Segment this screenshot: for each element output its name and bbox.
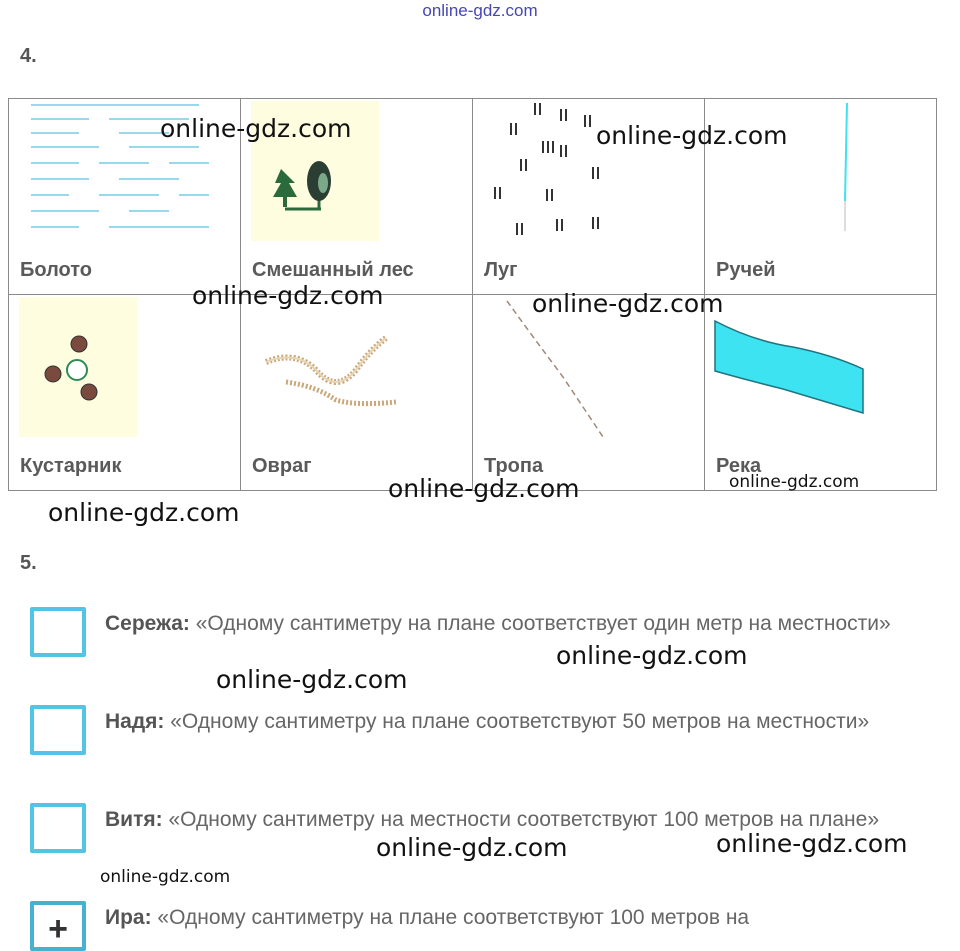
watermark: online-gdz.com xyxy=(556,641,748,670)
caption-stream: Ручей xyxy=(716,259,776,281)
shrub-icon xyxy=(39,330,109,410)
answer-checkbox[interactable] xyxy=(30,607,86,657)
task-4-number: 4. xyxy=(20,45,37,67)
watermark: online-gdz.com xyxy=(48,498,240,527)
task-5-number: 5. xyxy=(20,552,37,574)
path-icon xyxy=(503,297,623,442)
answer-statement xyxy=(105,897,948,938)
river-icon xyxy=(713,315,865,420)
watermark: online-gdz.com xyxy=(532,289,724,318)
stream-icon xyxy=(835,101,855,241)
speaker-name: Витя: xyxy=(105,808,163,831)
watermark: online-gdz.com xyxy=(192,281,384,310)
watermark: online-gdz.com xyxy=(160,114,352,143)
checkbox-mark: + xyxy=(48,910,68,948)
watermark: online-gdz.com xyxy=(716,829,908,858)
map-signs-table xyxy=(8,98,937,491)
mixed-forest-icon xyxy=(271,149,351,219)
watermark: online-gdz.com xyxy=(216,665,408,694)
answer-statement xyxy=(105,603,948,644)
speaker-name: Надя: xyxy=(105,710,165,733)
cell-river xyxy=(705,295,937,491)
watermark: online-gdz.com xyxy=(729,472,860,492)
cell-shrub xyxy=(9,295,241,491)
speaker-name: Сережа: xyxy=(105,612,190,635)
answer-checkbox[interactable] xyxy=(30,901,86,951)
top-watermark: online-gdz.com xyxy=(422,1,538,20)
speaker-name: Ира: xyxy=(105,906,152,929)
caption-path: Тропа xyxy=(484,455,544,477)
answer-checkbox[interactable] xyxy=(30,803,86,853)
cell-ravine xyxy=(241,295,473,491)
caption-shrub: Кустарник xyxy=(20,455,122,477)
speaker-quote: «Одному сантиметру на местности соответствуют 100 метров на плане» xyxy=(162,808,879,831)
watermark: online-gdz.com xyxy=(596,121,788,150)
watermark: online-gdz.com xyxy=(376,833,568,862)
speaker-quote: «Одному сантиметру на плане соответствует один метр на местности» xyxy=(189,612,891,635)
caption-swamp: Болото xyxy=(20,259,93,281)
caption-ravine: Овраг xyxy=(252,455,312,477)
caption-meadow: Луг xyxy=(484,259,518,281)
caption-river: Река xyxy=(716,455,762,477)
cell-path xyxy=(473,295,705,491)
caption-mixed-forest: Смешанный лес xyxy=(252,259,414,281)
watermark: online-gdz.com xyxy=(388,474,580,503)
speaker-quote: «Одному сантиметру на плане соответствуют 50 метров на местности» xyxy=(164,710,870,733)
answer-checkbox[interactable] xyxy=(30,705,86,755)
speaker-quote: «Одному сантиметру на плане соответствуют 100 метров на xyxy=(151,906,750,929)
watermark: online-gdz.com xyxy=(100,867,231,887)
answer-statement xyxy=(105,701,948,742)
ravine-icon xyxy=(256,310,396,410)
